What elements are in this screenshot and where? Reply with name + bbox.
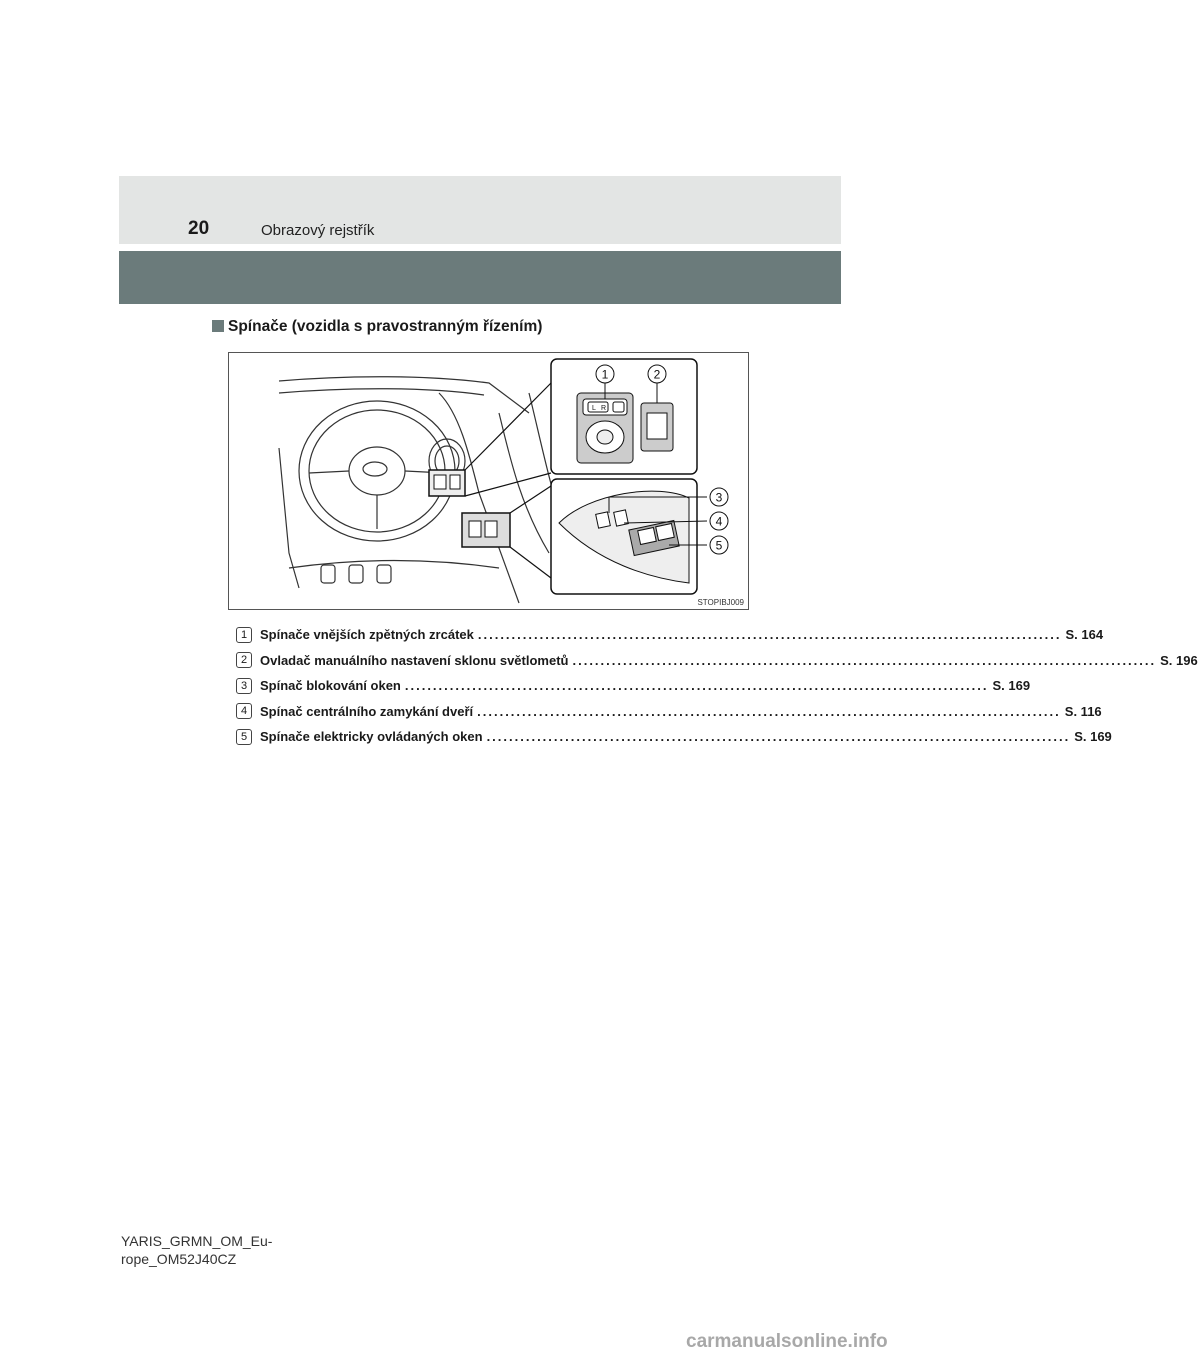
item-number: 2	[236, 652, 252, 668]
page-number: 20	[188, 218, 210, 239]
callout-5	[710, 536, 728, 554]
item-number: 1	[236, 627, 252, 643]
callout-1	[596, 365, 614, 383]
callout-3	[710, 488, 728, 506]
dot-leader: ........................................................................................................	[486, 729, 1071, 745]
mirror-label-r: R	[601, 405, 607, 412]
footer-line-1: YARIS_GRMN_OM_Eu-	[121, 1233, 273, 1249]
list-item	[236, 673, 1031, 699]
list-item	[236, 724, 1112, 750]
callout-3-label: 3	[715, 490, 723, 505]
footer-line-2: rope_OM52J40CZ	[121, 1251, 237, 1267]
page-reference[interactable]: S. 169	[1074, 729, 1112, 745]
page-reference[interactable]: S. 169	[992, 678, 1031, 694]
dashboard-drawing	[229, 353, 750, 611]
dot-leader: ........................................................................................................	[572, 652, 1157, 668]
reference-list	[236, 622, 1198, 750]
callout-1-label: 1	[601, 367, 609, 382]
callout-5-label: 5	[715, 538, 723, 553]
callout-2	[648, 365, 666, 383]
dot-leader: ........................................................................................................	[477, 703, 1061, 719]
item-label: Spínač centrálního zamykání dveří	[260, 703, 474, 719]
dot-leader: ........................................................................................................	[477, 627, 1062, 643]
figure-code: STOPIBJ009	[697, 598, 744, 607]
callout-2-label: 2	[653, 367, 661, 382]
switches-illustration	[228, 352, 749, 610]
list-item	[236, 648, 1198, 674]
item-label: Spínače elektricky ovládaných oken	[260, 729, 483, 745]
sub-heading	[212, 318, 542, 336]
list-item	[236, 622, 1104, 648]
page-reference[interactable]: S. 164	[1065, 627, 1104, 643]
item-number: 4	[236, 703, 252, 719]
list-item	[236, 699, 1102, 725]
page-reference[interactable]: S. 196	[1160, 652, 1198, 668]
callout-4-label: 4	[715, 514, 723, 529]
item-number: 3	[236, 678, 252, 694]
item-label: Spínač blokování oken	[260, 678, 401, 694]
page-reference[interactable]: S. 116	[1064, 703, 1102, 719]
watermark: carmanualsonline.info	[686, 1331, 888, 1352]
mirror-label-l: L	[592, 405, 596, 412]
callout-4	[710, 512, 728, 530]
sub-heading-text: Spínače (vozidla s pravostranným řízením)	[228, 318, 543, 335]
section-title: Obrazový rejstřík	[261, 222, 375, 239]
heading-square-icon	[212, 320, 224, 332]
dot-leader: ........................................................................................................	[404, 678, 989, 694]
header-bar	[119, 251, 841, 304]
header-band	[119, 176, 841, 244]
footer-doc-code	[121, 1232, 272, 1268]
item-label: Ovladač manuálního nastavení sklonu světlometů	[260, 652, 569, 668]
item-label: Spínače vnějších zpětných zrcátek	[260, 627, 474, 643]
item-number: 5	[236, 729, 252, 745]
